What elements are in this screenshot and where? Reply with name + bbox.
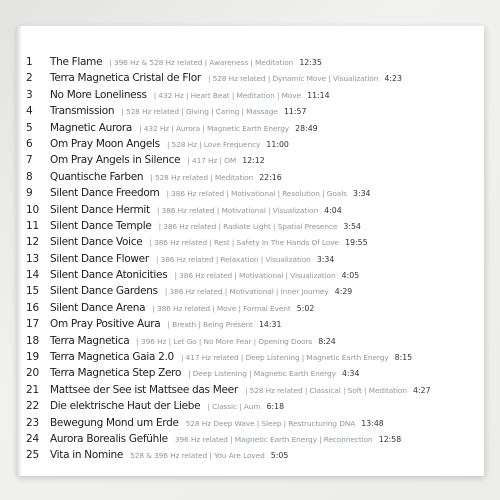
track-title: Om Pray Moon Angels — [50, 137, 160, 150]
track-number: 16 — [26, 301, 39, 314]
track-title: Silent Dance Arena — [50, 301, 146, 314]
track-tags: | 528 Hz related | Meditation — [150, 172, 254, 182]
track-number: 23 — [26, 416, 39, 429]
track-tags: | 386 Hz related | Relaxation | Visualization — [155, 254, 311, 264]
track-title: Silent Dance Atonicities — [50, 269, 168, 282]
track-number: 24 — [26, 432, 39, 445]
track-duration: 14:31 — [258, 320, 282, 330]
track-title: Aurora Borealis Gefühle — [50, 432, 168, 445]
track-tags: | 386 Hz related | Motivational | Resolution | Goals — [166, 189, 347, 199]
track-tags: | 396 Hz & 528 Hz related | Awareness | Meditation — [109, 58, 294, 67]
track-title: Transmission — [50, 105, 115, 118]
track-number: 3 — [26, 88, 33, 101]
track-title: Silent Dance Flower — [50, 252, 149, 265]
card-spine — [16, 26, 21, 476]
track-duration: 12:58 — [378, 434, 402, 444]
track-number: 21 — [26, 383, 39, 396]
track-row — [26, 150, 478, 166]
track-number: 12 — [26, 236, 39, 249]
track-tags: | 528 Hz related | Classical | Soft | Meditation — [244, 385, 407, 395]
track-row — [26, 249, 478, 265]
track-number: 25 — [26, 449, 39, 462]
track-number: 19 — [26, 351, 39, 364]
track-tags: | 386 Hz related | Move | Formal Event — [152, 303, 291, 313]
track-duration: 4:27 — [413, 385, 431, 395]
track-tags: | 386 Hz related | Motivational | Visualization — [174, 271, 336, 281]
track-row — [26, 232, 478, 248]
track-row — [26, 413, 478, 429]
track-row — [26, 52, 478, 68]
track-title: Silent Dance Voice — [50, 236, 143, 249]
track-number: 11 — [26, 219, 39, 232]
track-duration: 5:02 — [296, 303, 315, 313]
track-row — [26, 445, 478, 461]
track-number: 5 — [26, 121, 33, 134]
track-number: 6 — [26, 137, 33, 150]
track-title: Terra Magnetica Step Zero — [50, 367, 182, 380]
track-title: Silent Dance Gardens — [50, 285, 158, 298]
track-title: Terra Magnetica — [50, 334, 130, 347]
track-row — [26, 216, 478, 232]
track-tags: | 417 Hz related | Deep Listening | Magnetic Earth Energy — [181, 353, 389, 363]
track-duration: 28:49 — [295, 123, 318, 133]
track-title: Om Pray Angels in Silence — [50, 154, 181, 167]
track-number: 17 — [26, 318, 39, 331]
track-row — [26, 347, 478, 363]
track-duration: 8:15 — [394, 353, 413, 363]
track-number: 10 — [26, 203, 39, 216]
track-number: 14 — [26, 269, 39, 282]
track-duration: 3:34 — [316, 254, 335, 264]
track-row — [26, 314, 478, 330]
track-number: 2 — [26, 72, 33, 85]
track-list — [26, 52, 478, 462]
track-row — [26, 200, 478, 216]
track-title: Terra Magnetica Gaia 2.0 — [50, 351, 174, 364]
track-tags: | Deep Listening | Magnetic Earth Energy — [188, 369, 336, 379]
track-title: No More Loneliness — [50, 88, 147, 101]
track-tags: | 528 Hz related | Giving | Caring | Massage — [121, 107, 278, 117]
track-row — [26, 363, 478, 379]
track-tags: | 528 Hz | Love Frequency — [166, 139, 261, 149]
track-row — [26, 183, 478, 199]
track-tags: 396 Hz related | Magnetic Earth Energy | Reconnection — [174, 434, 373, 444]
track-duration: 4:29 — [334, 287, 353, 297]
track-title: Bewegung Mond um Erde — [50, 416, 179, 429]
track-tags: | Classic | Aum — [207, 402, 261, 412]
track-duration: 22:16 — [259, 172, 282, 182]
track-number: 22 — [26, 400, 39, 413]
track-row — [26, 101, 478, 117]
track-duration: 12:35 — [299, 58, 322, 67]
track-tags: | 417 Hz | OM — [187, 156, 237, 166]
track-duration: 4:04 — [324, 205, 342, 215]
track-number: 13 — [26, 252, 39, 265]
track-title: Om Pray Positive Aura — [50, 318, 161, 331]
track-number: 1 — [26, 56, 33, 68]
track-tags: | 386 Hz related | Motivational | Inner Journey — [164, 287, 329, 297]
track-row — [26, 85, 478, 101]
track-duration: 4:05 — [341, 271, 360, 281]
track-duration: 11:00 — [266, 139, 289, 149]
track-row — [26, 429, 478, 445]
track-duration: 11:57 — [283, 107, 307, 117]
track-duration: 4:34 — [341, 369, 360, 379]
track-duration: 5:05 — [270, 451, 289, 461]
track-tags: | 432 Hz | Aurora | Magnetic Earth Energy — [139, 123, 290, 133]
cd-tracklist-card — [16, 26, 484, 476]
track-number: 4 — [26, 105, 33, 118]
track-row — [26, 134, 478, 150]
track-duration: 19:55 — [345, 238, 368, 248]
track-number: 8 — [26, 170, 33, 183]
track-title: Silent Dance Freedom — [50, 187, 160, 200]
track-tags: | 386 Hz related | Radiate Light | Spatial Presence — [158, 221, 338, 231]
track-title: Terra Magnetica Cristal de Flor — [50, 72, 201, 85]
track-number: 7 — [26, 154, 33, 167]
track-duration: 11:14 — [307, 90, 330, 100]
track-duration: 8:24 — [318, 336, 336, 346]
track-duration: 13:48 — [361, 418, 384, 428]
track-row — [26, 298, 478, 314]
track-row — [26, 281, 478, 297]
track-duration: 6:18 — [266, 402, 285, 412]
track-row — [26, 396, 478, 412]
track-tags: | Breath | Being Present — [167, 320, 253, 330]
track-title: The Flame — [50, 56, 103, 68]
track-row — [26, 331, 478, 347]
track-duration: 3:34 — [353, 189, 371, 199]
track-duration: 12:12 — [242, 156, 265, 166]
track-tags: | 528 Hz related | Dynamic Move | Visualization — [207, 74, 379, 84]
track-row — [26, 167, 478, 183]
track-number: 20 — [26, 367, 39, 380]
track-title: Silent Dance Temple — [50, 219, 152, 232]
track-title: Vita in Nomine — [50, 449, 124, 462]
track-tags: | 432 Hz | Heart Beat | Meditation | Move — [153, 90, 302, 100]
track-title: Mattsee der See ist Mattsee das Meer — [50, 383, 238, 396]
track-tags: | 386 Hz related | Rest | Safety In The Hands Of Love — [149, 238, 340, 248]
track-row — [26, 380, 478, 396]
track-row — [26, 68, 478, 84]
track-tags: | 396 Hz | Let Go | No More Fear | Opening Doors — [136, 336, 313, 346]
track-title: Die elektrische Haut der Liebe — [50, 400, 201, 413]
track-tags: | 386 Hz related | Motivational | Visualization — [156, 205, 319, 215]
track-duration: 4:23 — [384, 74, 402, 84]
track-tags: 528 & 396 Hz related | You Are Loved — [130, 451, 265, 461]
track-title: Silent Dance Hermit — [50, 203, 150, 216]
track-number: 9 — [26, 187, 33, 200]
track-title: Magnetic Aurora — [50, 121, 133, 134]
track-title: Quantische Farben — [50, 170, 144, 183]
track-tags: 528 Hz Deep Wave | Sleep | Restructuring DNA — [185, 418, 356, 428]
track-duration: 3:54 — [343, 221, 361, 231]
track-number: 18 — [26, 334, 39, 347]
track-number: 15 — [26, 285, 39, 298]
track-row — [26, 265, 478, 281]
track-row — [26, 118, 478, 134]
